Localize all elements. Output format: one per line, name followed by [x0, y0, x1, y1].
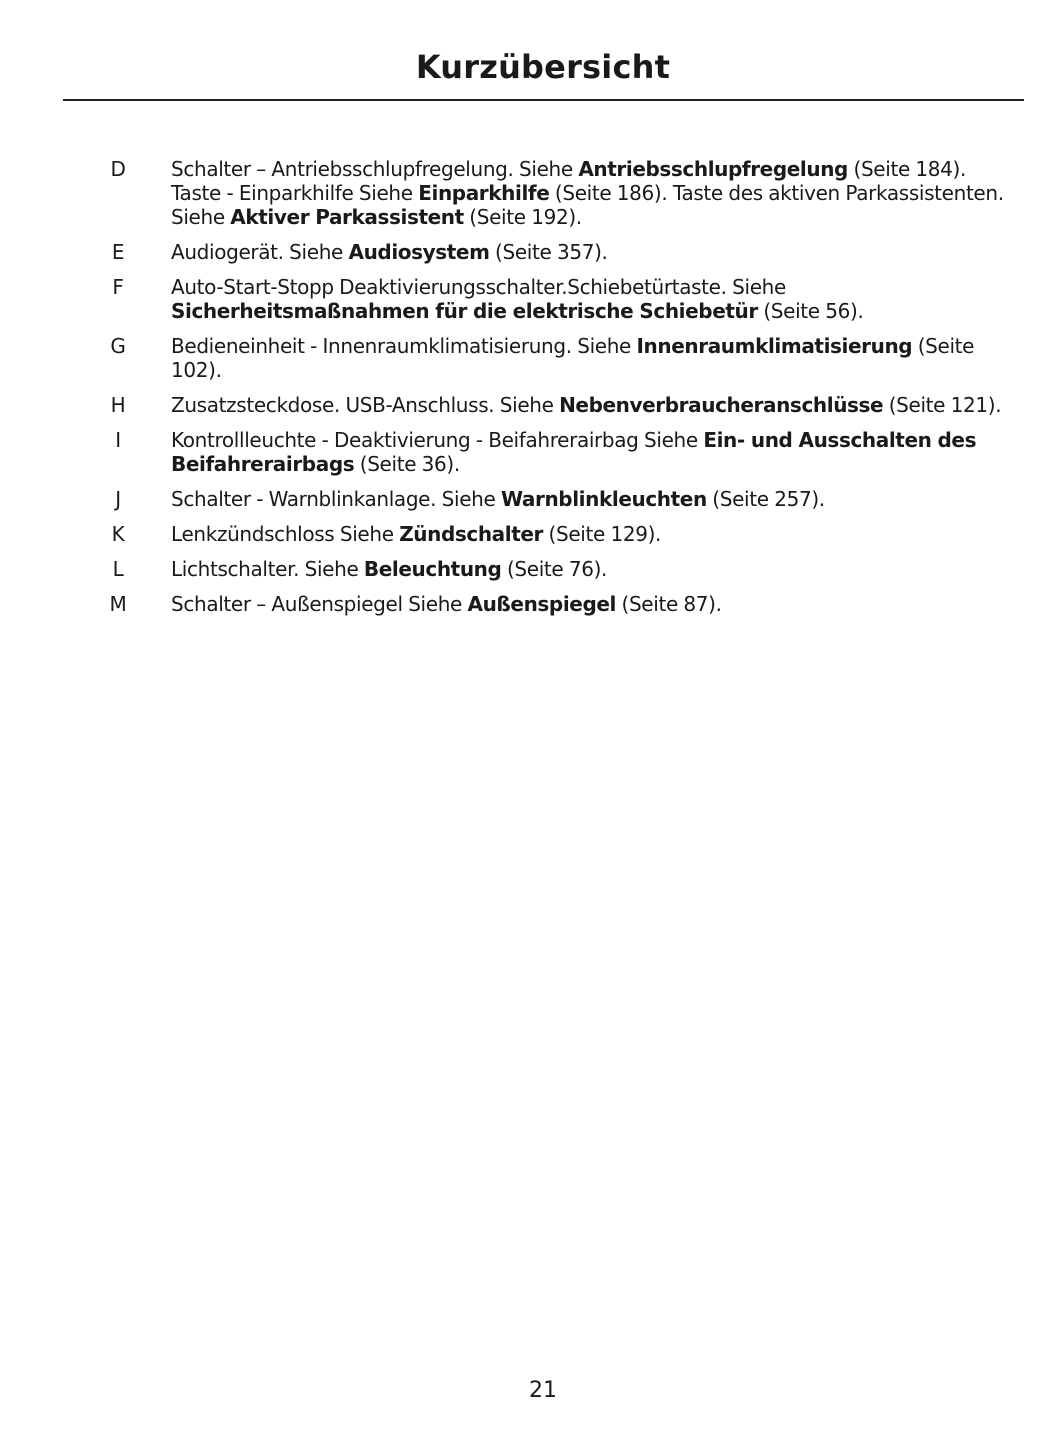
page-number: 21 — [529, 1378, 557, 1403]
legend-description — [171, 592, 1021, 616]
legend-letter: M — [109, 592, 127, 616]
description-text: (Seite 121). — [883, 393, 1002, 417]
description-text: Zusatzsteckdose. USB-Anschluss. Siehe — [171, 393, 560, 417]
description-text: Schalter – Antriebsschlupfregelung. Siehe — [171, 157, 579, 181]
legend-description — [171, 393, 1021, 417]
legend-letter: F — [112, 275, 124, 299]
legend-letter: D — [110, 157, 126, 181]
cross-reference-link[interactable]: Außenspiegel — [467, 592, 616, 616]
description-text: (Seite 56). — [757, 299, 864, 323]
legend-description — [171, 240, 1021, 264]
description-text: Auto-Start-Stopp Deaktivierungsschalter.Schiebetürtaste. Siehe — [171, 275, 786, 299]
cross-reference-link[interactable]: Sicherheitsmaßnahmen für die elektrische Schiebetür — [171, 299, 758, 323]
legend-letter: E — [111, 240, 125, 264]
legend-letter: H — [110, 393, 126, 417]
legend-entry — [0, 240, 1056, 264]
description-text: Audiogerät. Siehe — [171, 240, 349, 264]
legend-description — [171, 428, 1021, 476]
description-text: (Seite 36). — [354, 452, 460, 476]
cross-reference-link[interactable]: Ein- und Ausschalten des Beifahrerairbags — [171, 428, 977, 476]
cross-reference-link[interactable]: Antriebsschlupfregelung — [578, 157, 848, 181]
cross-reference-link[interactable]: Aktiver Parkassistent — [230, 205, 464, 229]
description-text: Bedieneinheit - Innenraumklimatisierung. Siehe — [171, 334, 637, 358]
legend-description — [171, 557, 1021, 581]
legend-letter: I — [115, 428, 121, 452]
description-text: (Seite 129). — [543, 522, 662, 546]
legend-letter: L — [112, 557, 124, 581]
legend-entry — [0, 334, 1056, 382]
cross-reference-link[interactable]: Audiosystem — [348, 240, 490, 264]
legend-letter: K — [111, 522, 125, 546]
legend-description — [171, 275, 1021, 323]
description-text: (Seite 184). Taste - Einparkhilfe Siehe — [171, 157, 966, 205]
description-text: (Seite 357). — [489, 240, 608, 264]
description-text: (Seite 192). — [463, 205, 582, 229]
description-text: Kontrollleuchte - Deaktivierung - Beifahrerairbag Siehe — [171, 428, 704, 452]
cross-reference-link[interactable]: Zündschalter — [399, 522, 544, 546]
legend-description — [171, 157, 1021, 229]
legend-description — [171, 522, 1021, 546]
legend-entry — [0, 275, 1056, 323]
cross-reference-link[interactable]: Warnblinkleuchten — [500, 487, 707, 511]
description-text: (Seite 257). — [706, 487, 825, 511]
description-text: (Seite 102). — [171, 334, 975, 382]
description-text: Lichtschalter. Siehe — [171, 557, 364, 581]
legend-entry — [0, 557, 1056, 581]
legend-entry — [0, 157, 1056, 229]
cross-reference-link[interactable]: Nebenverbraucheranschlüsse — [559, 393, 884, 417]
legend-letter: G — [110, 334, 126, 358]
description-text: (Seite 87). — [615, 592, 722, 616]
cross-reference-link[interactable]: Einparkhilfe — [418, 181, 550, 205]
legend-letter: J — [115, 487, 121, 511]
cross-reference-link[interactable]: Beleuchtung — [363, 557, 502, 581]
legend-entry — [0, 428, 1056, 476]
description-text: Schalter - Warnblinkanlage. Siehe — [171, 487, 501, 511]
legend-entry — [0, 487, 1056, 511]
legend-list — [0, 157, 1056, 627]
description-text: (Seite 186). Taste des aktiven Parkassistenten. Siehe — [171, 181, 1004, 229]
page-title: Kurzübersicht — [415, 48, 671, 86]
cross-reference-link[interactable]: Innenraumklimatisierung — [636, 334, 913, 358]
title-divider — [63, 99, 1024, 101]
legend-entry — [0, 592, 1056, 616]
legend-entry — [0, 393, 1056, 417]
legend-description — [171, 334, 1021, 382]
legend-entry — [0, 522, 1056, 546]
legend-description — [171, 487, 1021, 511]
description-text: Schalter – Außenspiegel Siehe — [171, 592, 468, 616]
description-text: Lenkzündschloss Siehe — [171, 522, 400, 546]
description-text: (Seite 76). — [501, 557, 608, 581]
